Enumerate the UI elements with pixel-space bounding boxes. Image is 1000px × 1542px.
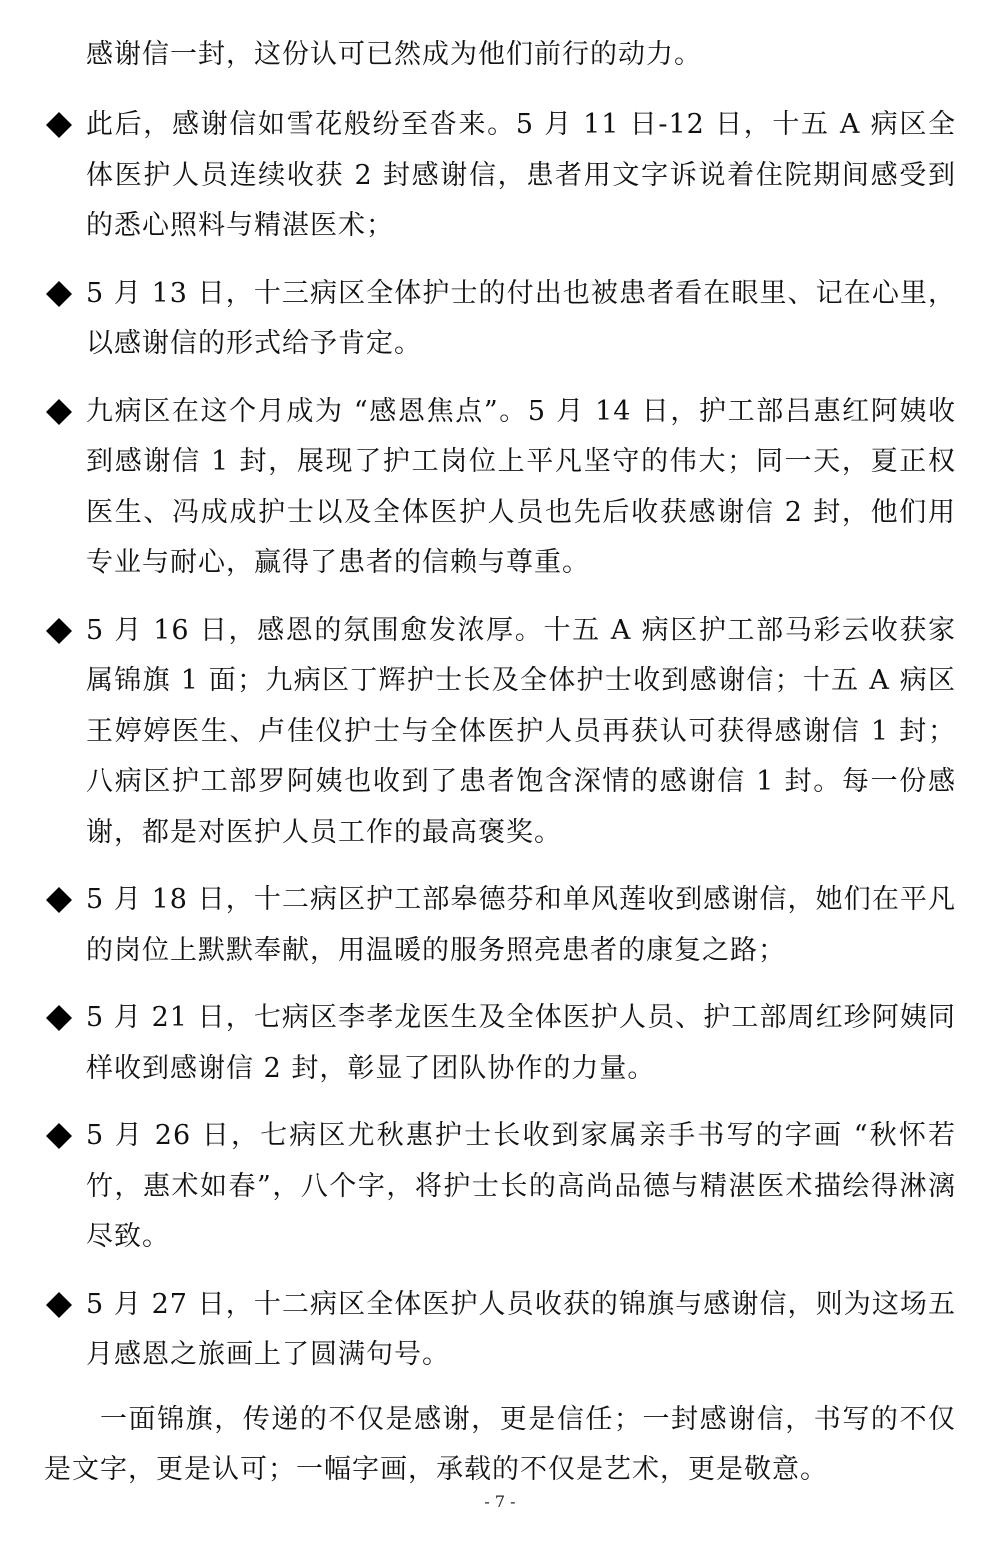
diamond-bullet-icon [44, 279, 74, 309]
list-item-text: 5 月 27 日，十二病区全体医护人员收获的锦旗与感谢信，则为这场五月感恩之旅画上了圆满句号。 [86, 1288, 956, 1370]
list-item [0, 993, 956, 1094]
event-list [0, 100, 1000, 1398]
diamond-bullet-icon [44, 1121, 74, 1151]
diamond-bullet-icon [44, 885, 74, 915]
list-item-text: 此后，感谢信如雪花般纷至沓来。5 月 11 日-12 日，十五 A 病区全体医护人员连续收获 2 封感谢信，患者用文字诉说着住院期间感受到的悉心照料与精湛医术； [86, 109, 956, 241]
list-item-text: 5 月 16 日，感恩的氛围愈发浓厚。十五 A 病区护工部马彩云收获家属锦旗 1 面；九病区丁辉护士长及全体护士收到感谢信；十五 A 病区王婷婷医生、卢佳仪护士与全体医护人员再获认可获得感谢信 1 封；八病区护工部罗阿姨也收到了患者饱含深情的感谢信 1 封。每一份感谢，都是对医护人员工作的最高褒奖。 [86, 614, 956, 848]
continuation-paragraph: 感谢信一封，这份认可已然成为他们前行的动力。 [86, 39, 702, 70]
list-item [0, 606, 956, 859]
diamond-bullet-icon [44, 397, 74, 427]
list-item-text: 5 月 21 日，七病区李孝龙医生及全体医护人员、护工部周红珍阿姨同样收到感谢信 2 封，彰显了团队协作的力量。 [86, 1002, 956, 1084]
diamond-bullet-icon [44, 1290, 74, 1320]
list-item [0, 875, 956, 976]
list-item-text: 5 月 13 日，十三病区全体护士的付出也被患者看在眼里、记在心里，以感谢信的形式给予肯定。 [86, 277, 956, 359]
diamond-bullet-icon [44, 110, 74, 140]
list-item [0, 387, 956, 589]
page-number: - 7 - [484, 1492, 516, 1511]
list-item [0, 269, 956, 370]
list-item-text: 5 月 18 日，十二病区护工部皋德芬和单风莲收到感谢信，她们在平凡的岗位上默默奉献，用温暖的服务照亮患者的康复之路； [86, 884, 956, 966]
closing-paragraph: 一面锦旗，传递的不仅是感谢，更是信任；一封感谢信，书写的不仅是文字，更是认可；一幅字画，承载的不仅是艺术，更是敬意。 [44, 1404, 956, 1485]
list-item [0, 1111, 956, 1263]
diamond-bullet-icon [44, 616, 74, 646]
list-item [0, 100, 956, 252]
list-item [0, 1280, 956, 1381]
list-item-text: 九病区在这个月成为 “感恩焦点”。5 月 14 日，护工部吕惠红阿姨收到感谢信 1 封，展现了护工岗位上平凡坚守的伟大；同一天，夏正权医生、冯成成护士以及全体医护人员也先后收获感谢信 2 封，他们用专业与耐心，赢得了患者的信赖与尊重。 [86, 395, 956, 578]
diamond-bullet-icon [44, 1003, 74, 1033]
list-item-text: 5 月 26 日，七病区尤秋惠护士长收到家属亲手书写的字画 “秋怀若竹，惠术如春”，八个字，将护士长的高尚品德与精湛医术描绘得淋漓尽致。 [86, 1120, 956, 1252]
